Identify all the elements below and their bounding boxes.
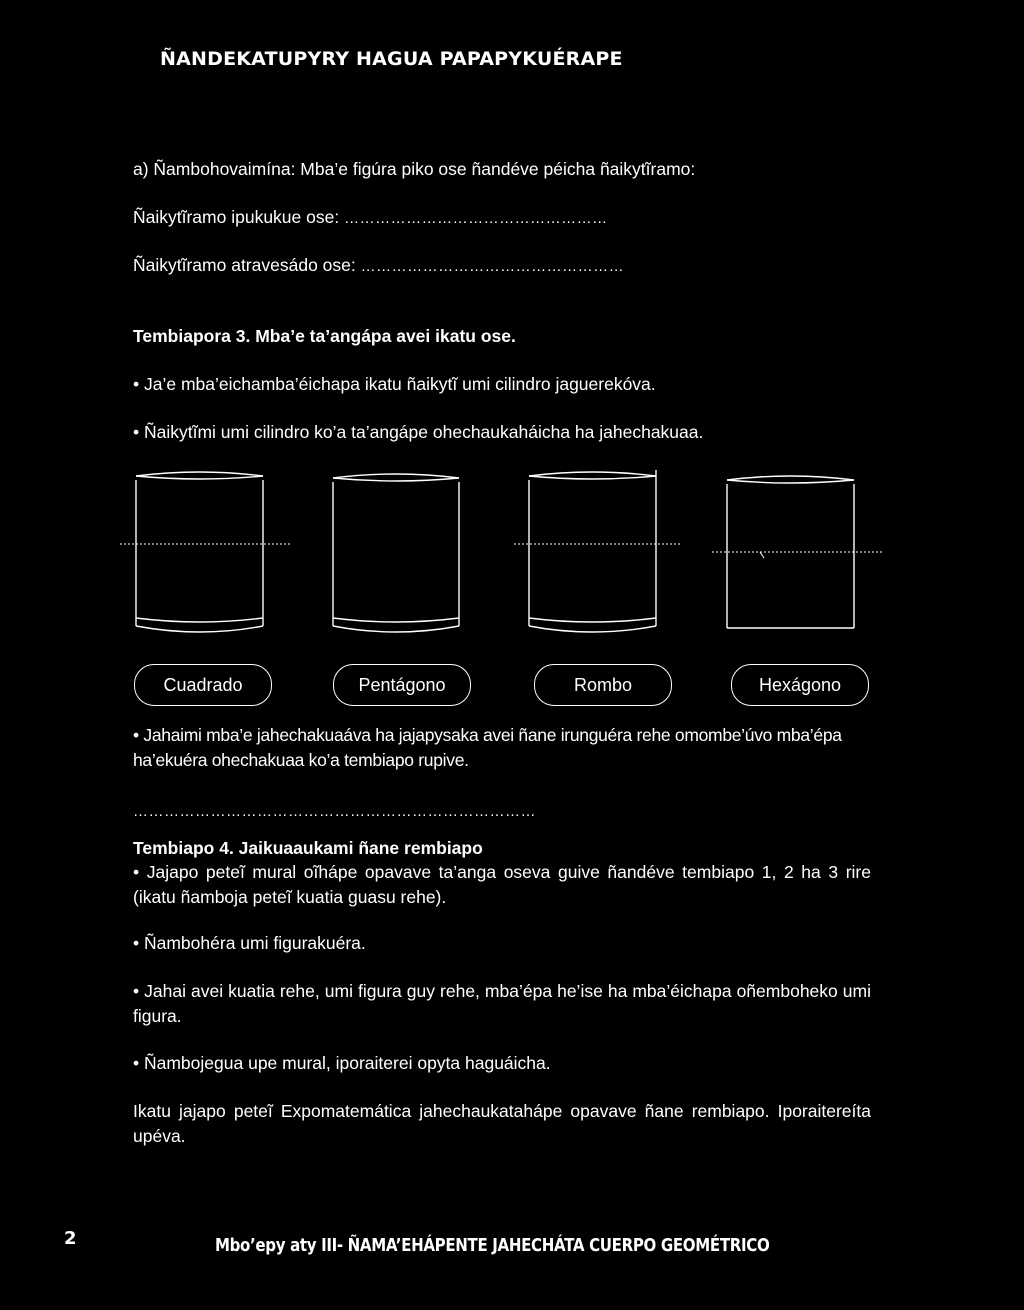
answer-line-2-blank[interactable]: …………………………………………… [360,258,625,275]
page-header-title: ÑANDEKATUPYRY HAGUA PAPAPYKUÉRAPE [160,48,623,70]
answer-line-2-label: Ñaikytĩramo atravesádo ose: [133,255,356,275]
answer-line-1-label: Ñaikytĩramo ipukukue ose: [133,207,340,227]
task-3-bullet-2: • Ñaikytĩmi umi cilindro ko’a ta’angápe ohechaukaháicha ha jahechakuaa. [133,422,704,442]
task-4-closing: Ikatu jajapo peteĩ Expomatemática jahechaukatahápe opavave ñane rembiapo. Iporaitereíta upéva. [133,1101,871,1146]
cylinder-cut-rhombus [512,466,692,640]
task-3-title: Tembiapora 3. Mba’e ta’angápa avei ikatu ose. [133,326,516,346]
task-4-bullet-4: • Ñambojegua upe mural, iporaiterei opyta haguáicha. [133,1053,551,1073]
cylinder-cut-square [118,468,298,640]
label-cuadrado[interactable]: Cuadrado [134,664,272,706]
task-4-title: Tembiapo 4. Jaikuaaukami ñane rembiapo [133,838,483,858]
task-4-bullet-2: • Ñambohéra umi figurakuéra. [133,933,366,953]
page-number: 2 [64,1228,77,1249]
label-pentagono[interactable]: Pentágono [333,664,471,706]
task-4-bullet-1: • Jajapo peteĩ mural oĩhápe opavave ta’anga oseva guive ñandéve tembiapo 1, 2 ha 3 rire (ikatu ñamboja peteĩ kuatia guasu rehe). [133,862,871,907]
answer-line-1 [133,205,608,231]
task-3-answer-blank[interactable]: …………………………………………………………………… [133,803,536,820]
section-a-prompt: a) Ñambohovaimína: Mba’e figúra piko ose ñandéve péicha ñaikytĩramo: [133,159,696,179]
footer-title: Mbo’epy aty III- ÑAMA’EHÁPENTE JAHECHÁTA CUERPO GEOMÉTRICO [215,1236,770,1256]
answer-line-1-blank[interactable]: …………………………………………… [344,210,608,227]
task-3-bullet-3: • Jahaimi mba’e jahechakuaáva ha jajapysaka avei ñane irunguéra rehe omombe’úvo mba’épa ha’ekuéra ohechakuaa ko’a tembiapo rupive. [133,725,842,770]
task-4-bullet-3: • Jahai avei kuatia rehe, umi figura guy rehe, mba’épa he’ise ha mba’éichapa oñemboheko umi figura. [133,981,871,1026]
task-3-bullet-1: • Ja’e mba’eichamba’éichapa ikatu ñaikytĩ umi cilindro jaguerekóva. [133,374,656,394]
cylinder-cut-pentagon [316,468,476,640]
cylinder-cut-hexagon [708,468,888,636]
label-hexagono[interactable]: Hexágono [731,664,869,706]
answer-line-2 [133,253,624,279]
label-rombo[interactable]: Rombo [534,664,672,706]
